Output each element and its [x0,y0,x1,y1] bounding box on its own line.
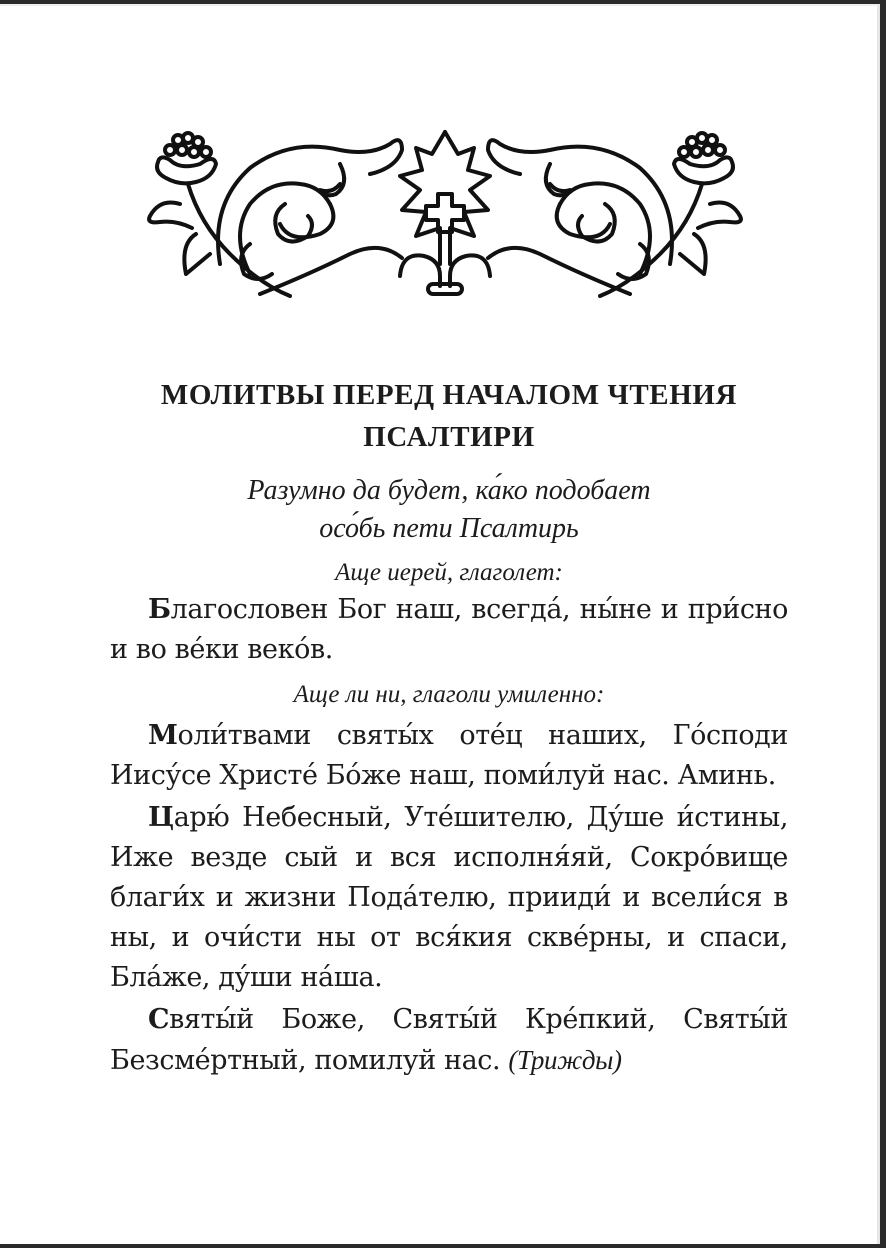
prayer-trisagion [110,1000,788,1081]
floral-ornament-icon [140,124,750,302]
subtitle-line-1: Разумно да будет, ка́ко подобает [247,475,651,506]
title-line-2: ПСАЛТИРИ [363,421,535,453]
drop-initial: Ц [148,802,174,833]
subtitle-line-2: осо́бь пети Псалтирь [319,513,579,544]
rubric-note: (Трижды) [508,1045,622,1075]
page-title [110,374,788,458]
drop-initial: М [148,720,178,751]
book-page [0,4,880,1244]
prayer-molitvami [110,716,788,796]
paragraph-text: лагословен Бог наш, всегда́, ны́не и при́сно и во ве́ки веко́в. [110,594,788,665]
paragraph-text: вяты́й Боже, Святы́й Кре́пкий, Святы́й Безсме́ртный, помилуй нас. [110,1004,788,1076]
subtitle [110,472,788,548]
prayer-heavenly-king [110,798,788,998]
paragraph-text: оли́твами святы́х оте́ц наших, Го́споди Иису́се Христе́ Бо́же наш, поми́луй нас. Аминь. [110,720,788,791]
rubric-priest: Аще иерей, глаголет: [335,559,563,586]
prayer-blessing [110,590,788,670]
drop-initial: С [148,1004,170,1035]
drop-initial: Б [148,594,171,625]
title-line-1: МОЛИТВЫ ПЕРЕД НАЧАЛОМ ЧТЕНИЯ [160,379,738,411]
ornament-graphic [140,124,750,302]
prayer-text-block [110,374,788,1081]
paragraph-text: арю́ Небесный, Уте́шителю, Ду́ше и́стины, Иже везде сый и вся исполня́яй, Сокро́вище благи́х и жизни Пода́телю, прииди́ и всели́ся в ны, и очи́сти ны от вся́кия скве́рны, и спаси, Бла́же, ду́ши на́ша. [110,802,788,993]
rubric-layman: Аще ли ни, глаголи умиленно: [293,681,605,708]
